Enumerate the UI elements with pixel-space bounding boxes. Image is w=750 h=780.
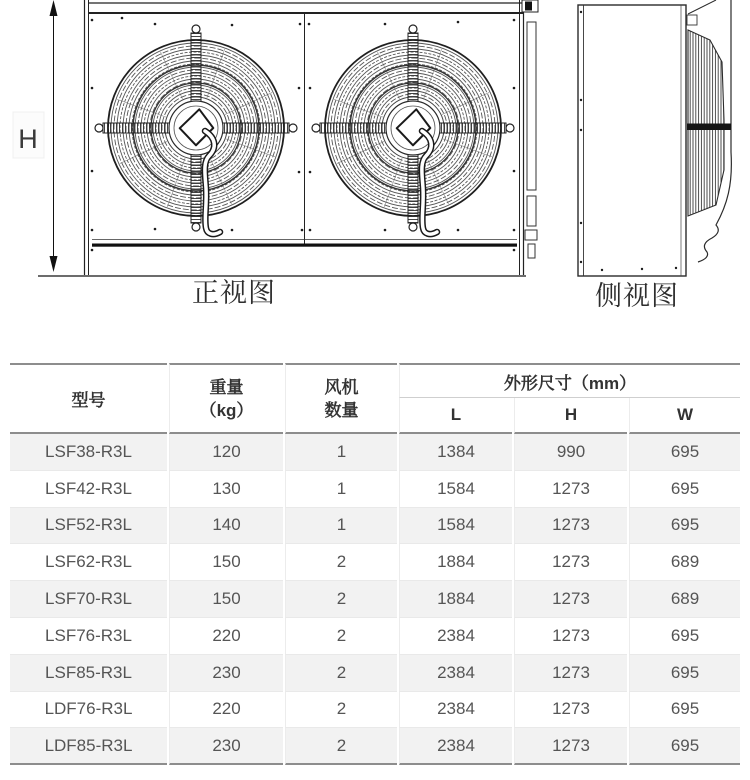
cell-w: 695: [629, 471, 740, 508]
table-row: [10, 508, 740, 545]
col-header-fan-line2: 数量: [324, 400, 359, 420]
cell-weight: 120: [169, 434, 283, 471]
technical-drawing: [0, 0, 750, 345]
cell-fans: 2: [285, 544, 397, 581]
col-header-height: H: [514, 398, 627, 434]
cell-weight: 140: [169, 508, 283, 545]
table-row: [10, 618, 740, 655]
cell-weight: 230: [169, 655, 283, 692]
cell-model: LDF85-R3L: [10, 728, 167, 765]
cell-w: 689: [629, 544, 740, 581]
height-dimension: [13, 0, 58, 272]
cell-h: 1273: [514, 508, 627, 545]
cell-w: 689: [629, 581, 740, 618]
dim-arrow-down-icon: [50, 256, 58, 272]
side-view-label: 侧视图: [595, 281, 679, 311]
table-row: [10, 544, 740, 581]
spec-table-header: [10, 363, 740, 434]
cell-l: 1384: [399, 434, 512, 471]
cell-l: 2384: [399, 655, 512, 692]
cell-weight: 150: [169, 544, 283, 581]
cell-h: 1273: [514, 728, 627, 765]
cell-l: 1884: [399, 581, 512, 618]
cell-l: 1884: [399, 544, 512, 581]
cell-fans: 1: [285, 508, 397, 545]
cell-w: 695: [629, 618, 740, 655]
cell-model: LSF85-R3L: [10, 655, 167, 692]
table-row: [10, 655, 740, 692]
cell-model: LDF76-R3L: [10, 692, 167, 729]
cell-l: 2384: [399, 728, 512, 765]
coil-hatch: [688, 30, 724, 216]
cell-fans: 2: [285, 581, 397, 618]
cell-h: 1273: [514, 544, 627, 581]
cell-h: 1273: [514, 692, 627, 729]
cell-l: 1584: [399, 508, 512, 545]
cell-weight: 150: [169, 581, 283, 618]
col-header-width: W: [629, 398, 740, 434]
fan-left: [95, 25, 297, 234]
cell-fans: 2: [285, 618, 397, 655]
cell-h: 1273: [514, 471, 627, 508]
cell-w: 695: [629, 508, 740, 545]
cell-weight: 230: [169, 728, 283, 765]
col-header-weight: [169, 363, 283, 434]
cell-weight: 220: [169, 692, 283, 729]
cell-weight: 130: [169, 471, 283, 508]
cell-model: LSF52-R3L: [10, 508, 167, 545]
table-row: [10, 471, 740, 508]
cell-fans: 1: [285, 434, 397, 471]
col-header-weight-line2: （kg）: [199, 400, 254, 420]
col-header-fan-line1: 风机: [324, 377, 359, 397]
cell-model: LSF62-R3L: [10, 544, 167, 581]
cell-h: 1273: [514, 655, 627, 692]
cell-fans: 2: [285, 692, 397, 729]
front-view-drawing: [38, 0, 538, 276]
spec-table-body: [10, 434, 740, 765]
cell-w: 695: [629, 655, 740, 692]
front-view-label: 正视图: [192, 278, 276, 308]
cell-model: LSF76-R3L: [10, 618, 167, 655]
table-row: [10, 434, 740, 471]
cell-w: 695: [629, 692, 740, 729]
cell-model: LSF38-R3L: [10, 434, 167, 471]
cell-fans: 2: [285, 728, 397, 765]
table-row: [10, 728, 740, 765]
cell-l: 1584: [399, 471, 512, 508]
side-view-drawing: [578, 0, 731, 276]
col-header-fan-count: [285, 363, 397, 434]
cell-w: 695: [629, 728, 740, 765]
drawing-svg: [0, 0, 750, 345]
cell-h: 990: [514, 434, 627, 471]
cell-l: 2384: [399, 692, 512, 729]
table-row: [10, 581, 740, 618]
height-dim-label: H: [18, 124, 38, 154]
cell-w: 695: [629, 434, 740, 471]
cell-h: 1273: [514, 618, 627, 655]
col-header-dimensions: 外形尺寸（mm）: [399, 363, 740, 398]
spec-table: [8, 363, 742, 765]
cell-fans: 1: [285, 471, 397, 508]
cell-weight: 220: [169, 618, 283, 655]
cell-model: LSF42-R3L: [10, 471, 167, 508]
col-header-length: L: [399, 398, 512, 434]
col-header-weight-line1: 重量: [209, 377, 244, 397]
dim-arrow-up-icon: [50, 0, 58, 16]
col-header-model: 型号: [10, 363, 167, 434]
table-row: [10, 692, 740, 729]
cell-fans: 2: [285, 655, 397, 692]
cell-l: 2384: [399, 618, 512, 655]
fan-right: [312, 25, 514, 234]
cell-h: 1273: [514, 581, 627, 618]
cell-model: LSF70-R3L: [10, 581, 167, 618]
